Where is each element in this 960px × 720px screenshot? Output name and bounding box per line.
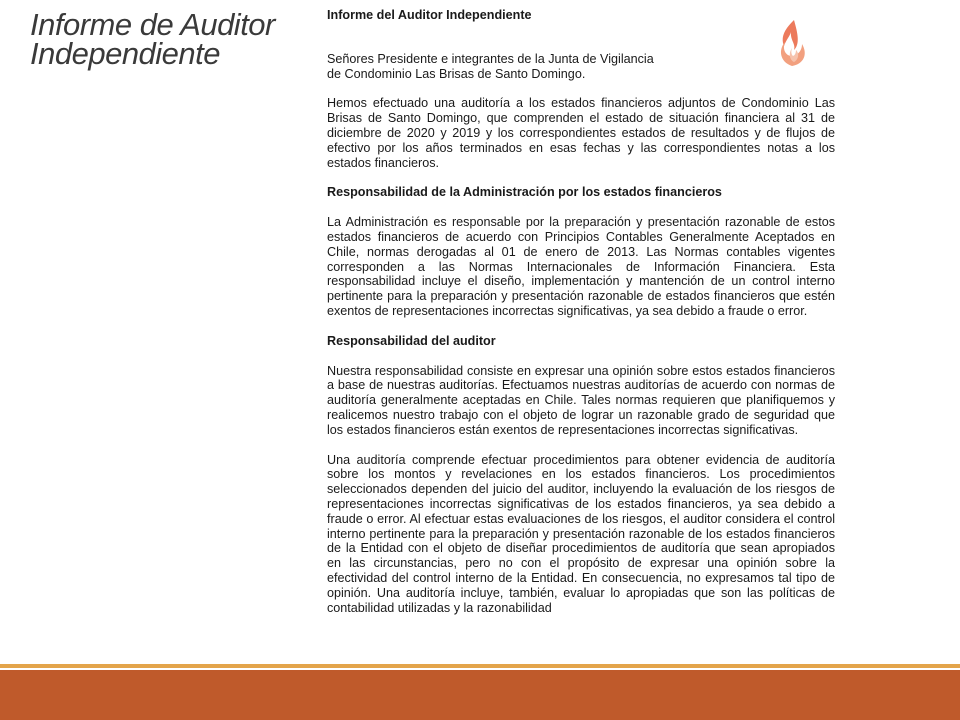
footer-accent-line bbox=[0, 664, 960, 668]
flame-logo-icon bbox=[776, 18, 810, 68]
slide-title-line1: Informe de Auditor bbox=[30, 7, 275, 42]
footer-band bbox=[0, 670, 960, 720]
heading-auditor-responsibility: Responsabilidad del auditor bbox=[327, 333, 496, 348]
intro-paragraph: Hemos efectuado una auditoría a los estados financieros adjuntos de Condominio Las Brisas de Santo Domingo, que comprenden el estado de situación financiera al 31 de diciembre de 2020 y 2019 y los correspondientes estados de resultados y de flujos de efectivo por los años terminados en esas fechas y las correspondientes notas a los estados financieros. bbox=[327, 96, 835, 170]
slide-title bbox=[30, 7, 320, 71]
address-line-2: de Condominio Las Brisas de Santo Domingo. bbox=[327, 66, 586, 81]
report-document-image bbox=[302, 0, 888, 666]
address-line-1: Señores Presidente e integrantes de la Junta de Vigilancia bbox=[327, 51, 654, 66]
report-title: Informe del Auditor Independiente bbox=[327, 8, 532, 22]
auditor-responsibility-paragraph-2: Una auditoría comprende efectuar procedimientos para obtener evidencia de auditoría sobre los montos y revelaciones en los estados financieros. Los procedimientos seleccionados dependen del juicio del auditor, incluyendo la evaluación de los riesgos de representaciones incorrectas significativas de los estados financieros, ya sea debido a fraude o error. Al efectuar estas evaluaciones de los riesgos, el auditor considera el control interno pertinente para la preparación y presentación razonable de los estados financieros de la Entidad con el objeto de diseñar procedimientos de auditoría que sean apropiados en las circunstancias, pero no con el propósito de expresar una opinión sobre la efectividad del control interno de la Entidad. En consecuencia, no expresamos tal tipo de opinión. Una auditoría incluye, también, evaluar lo apropiadas que son las políticas de contabilidad utilizadas y la razonabilidad bbox=[327, 452, 835, 615]
heading-admin-responsibility: Responsabilidad de la Administración por los estados financieros bbox=[327, 185, 722, 200]
slide-title-line2: Independiente bbox=[30, 36, 221, 71]
auditor-responsibility-paragraph-1: Nuestra responsabilidad consiste en expresar una opinión sobre estos estados financieros a base de nuestras auditorías. Efectuamos nuestras auditorías de acuerdo con normas de auditoría generalmente aceptadas en Chile. Tales normas requieren que planifiquemos y realicemos nuestro trabajo con el objeto de lograr un razonable grado de seguridad que los estados financieros están exentos de representaciones incorrectas significativas. bbox=[327, 363, 835, 437]
admin-responsibility-paragraph: La Administración es responsable por la preparación y presentación razonable de estos estados financieros de acuerdo con Principios Contables Generalmente Aceptados en Chile, normas derogadas al 01 de enero de 2013. Las Normas contables vigentes corresponden a las Normas Internacionales de Información Financiera. Esta responsabilidad incluye el diseño, implementación y mantención de un control interno pertinente para la preparación y presentación razonable de estados financieros que estén exentos de representaciones incorrectas significativas, ya sea debido a fraude o error. bbox=[327, 215, 835, 318]
report-body bbox=[327, 8, 835, 615]
